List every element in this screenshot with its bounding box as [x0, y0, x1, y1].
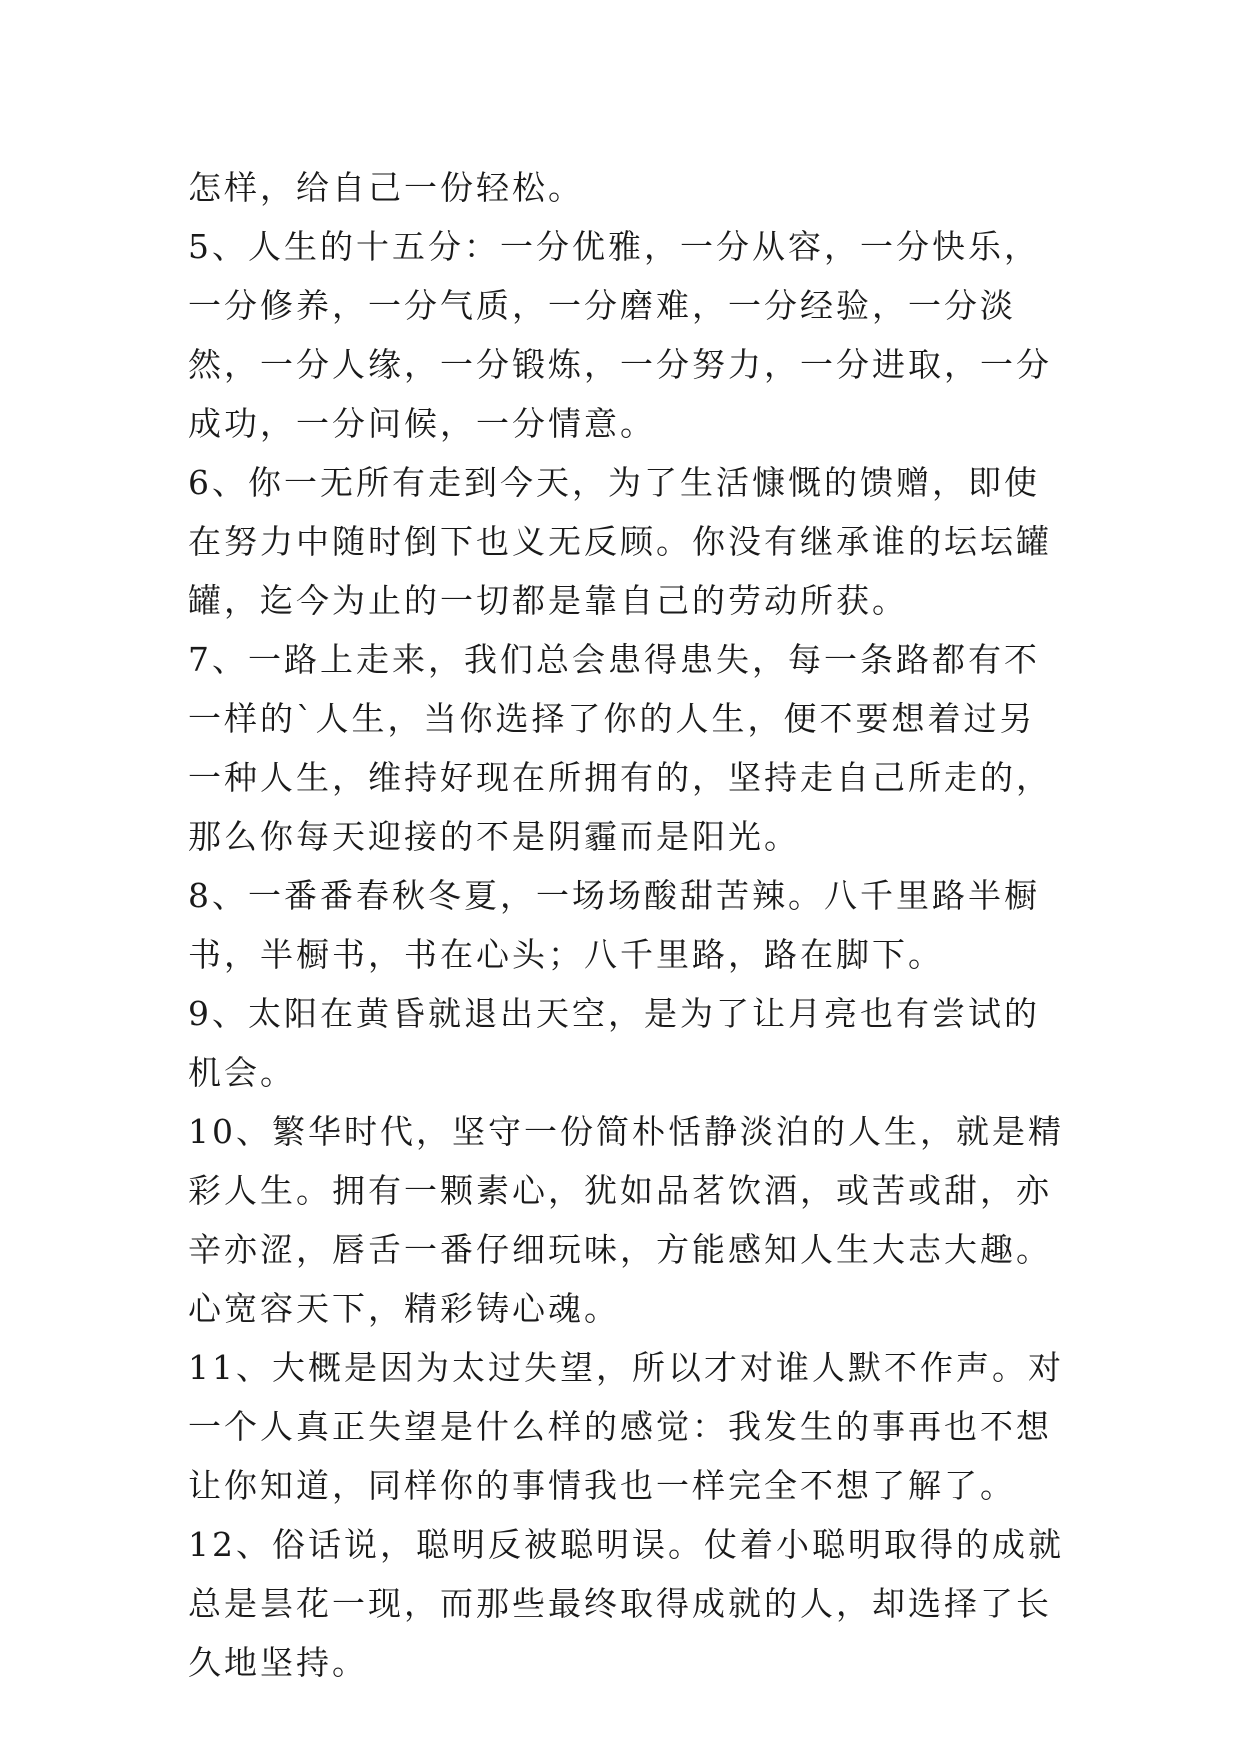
paragraph-item-11: 11、大概是因为太过失望，所以才对谁人默不作声。对一个人真正失望是什么样的感觉：我发生的事再也不想让你知道，同样你的事情我也一样完全不想了解了。	[188, 1348, 1064, 1505]
paragraph-item-12: 12、俗话说，聪明反被聪明误。仗着小聪明取得的成就总是昙花一现，而那些最终取得成就的人，却选择了长久地坚持。	[188, 1525, 1064, 1682]
document-body	[188, 158, 1068, 1692]
paragraph-item-9: 9、太阳在黄昏就退出天空，是为了让月亮也有尝试的机会。	[188, 994, 1040, 1092]
paragraph-continuation: 怎样，给自己一份轻松。	[188, 168, 584, 207]
paragraph-item-5: 5、人生的十五分：一分优雅，一分从容，一分快乐，一分修养，一分气质，一分磨难，一分经验，一分淡然，一分人缘，一分锻炼，一分努力，一分进取，一分成功，一分问候，一分情意。	[188, 227, 1052, 443]
paragraph-item-7: 7、一路上走来，我们总会患得患失，每一条路都有不一样的`人生，当你选择了你的人生，便不要想着过另一种人生，维持好现在所拥有的，坚持走自己所走的，那么你每天迎接的不是阴霾而是阳光。	[188, 640, 1052, 856]
paragraph-item-8: 8、一番番春秋冬夏，一场场酸甜苦辣。八千里路半橱书，半橱书，书在心头；八千里路，路在脚下。	[188, 876, 1040, 974]
paragraph-item-10: 10、繁华时代，坚守一份简朴恬静淡泊的人生，就是精彩人生。拥有一颗素心，犹如品茗饮酒，或苦或甜，亦辛亦涩，唇舌一番仔细玩味，方能感知人生大志大趣。心宽容天下，精彩铸心魂。	[188, 1112, 1064, 1328]
paragraph-item-6: 6、你一无所有走到今天，为了生活慷慨的馈赠，即使在努力中随时倒下也义无反顾。你没有继承谁的坛坛罐罐，迄今为止的一切都是靠自己的劳动所获。	[188, 463, 1052, 620]
